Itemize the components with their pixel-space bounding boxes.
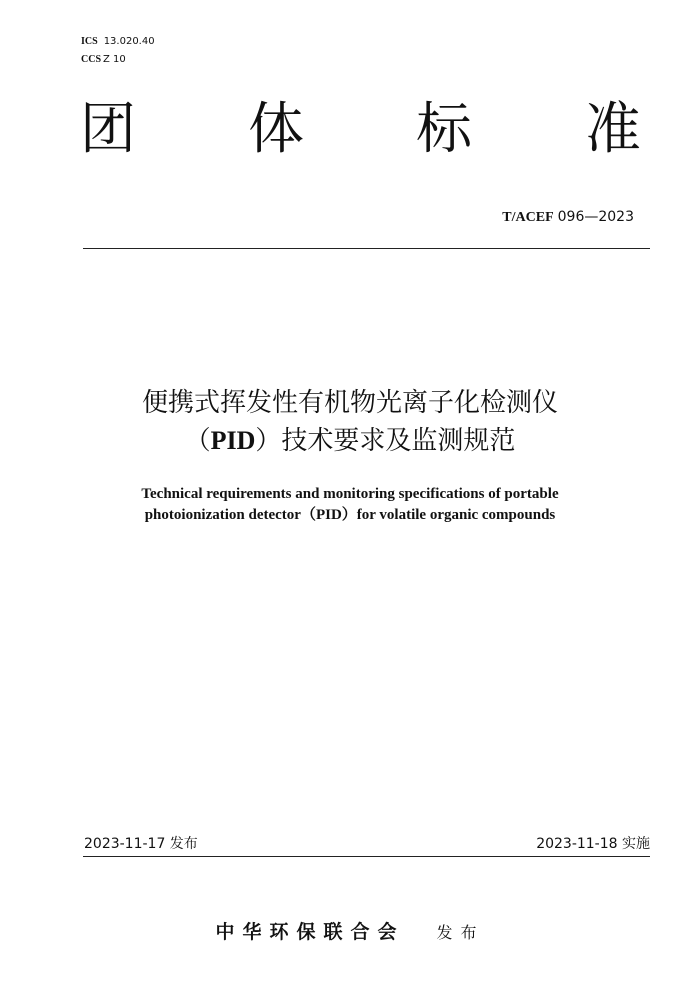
title-en-line-1: Technical requirements and monitoring specifications of portable (141, 486, 559, 502)
title-zh-rest: 技术要求及监测规范 (281, 426, 516, 456)
issuer-action: 发布 (436, 923, 485, 942)
footer-divider (83, 856, 650, 857)
standard-type-char-1: 团 (80, 97, 136, 162)
title-zh-open-paren: （ (184, 426, 211, 456)
standard-number-prefix: T/ACEF (502, 210, 554, 225)
implement-date: 2023-11-18 实施 (536, 836, 650, 852)
issuer-line (0, 917, 700, 944)
ics-label: ICS (81, 36, 98, 47)
title-zh-close-paren: ） (255, 426, 282, 456)
ccs-label: CCS (81, 54, 102, 65)
ics-line (81, 36, 155, 48)
standard-type-char-4: 准 (585, 97, 641, 162)
standard-type-char-2: 体 (248, 97, 304, 162)
standard-number-code: 096—2023 (557, 209, 634, 225)
ccs-line (81, 54, 126, 66)
title-zh-line-2 (0, 423, 700, 459)
ics-code: 13.020.40 (103, 36, 155, 47)
header-divider (83, 248, 650, 249)
standard-number (502, 208, 634, 227)
standard-type-heading (80, 98, 645, 162)
title-en-line-2: photoionization detector（PID）for volatile organic compounds (144, 507, 556, 523)
ccs-code: Z 10 (103, 54, 126, 65)
issuer-organization: 中华环保联合会 (215, 921, 405, 943)
title-zh-line-1: 便携式挥发性有机物光离子化检测仪 (141, 388, 558, 418)
standard-type-char-3: 标 (416, 97, 472, 162)
title-zh-abbr: PID (210, 426, 256, 455)
publish-date: 2023-11-17 发布 (84, 836, 198, 852)
